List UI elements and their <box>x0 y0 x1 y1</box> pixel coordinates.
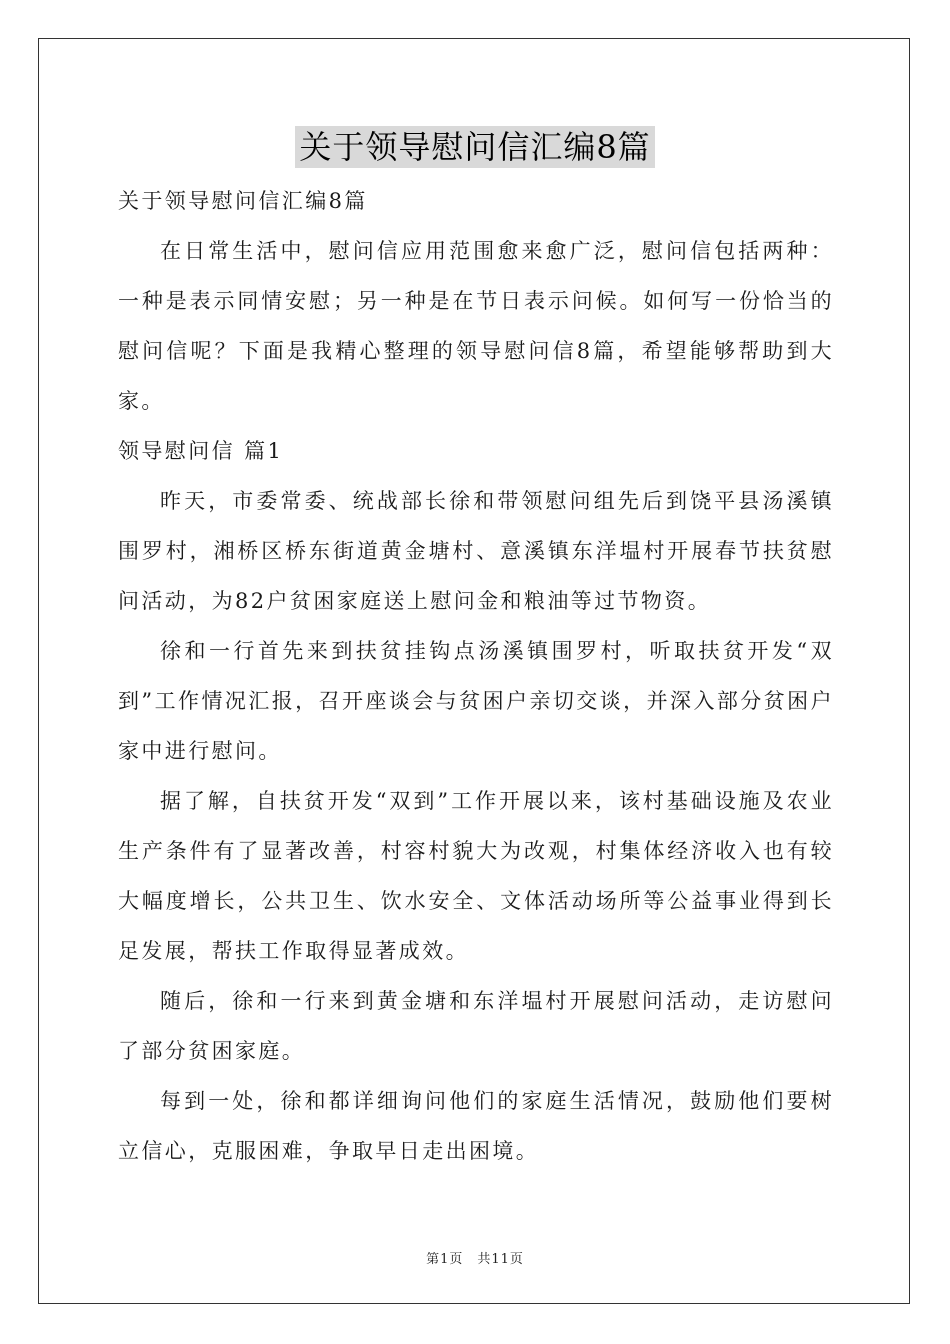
body-paragraph: 昨天，市委常委、统战部长徐和带领慰问组先后到饶平县汤溪镇围罗村，湘桥区桥东街道黄金塘村、意溪镇东洋塭村开展春节扶贫慰问活动，为82户贫困家庭送上慰问金和粮油等过节物资。 <box>118 489 834 613</box>
document-subtitle: 关于领导慰问信汇编8篇 <box>118 189 368 213</box>
document-title <box>0 126 950 168</box>
page-number: 第1页 共11页 <box>426 1252 524 1267</box>
body-paragraph: 据了解，自扶贫开发“双到”工作开展以来，该村基础设施及农业生产条件有了显著改善，村容村貌大为改观，村集体经济收入也有较大幅度增长，公共卫生、饮水安全、文体活动场所等公益事业得到长足发展，帮扶工作取得显著成效。 <box>118 789 834 963</box>
intro-paragraph: 在日常生活中，慰问信应用范围愈来愈广泛，慰问信包括两种：一种是表示同情安慰；另一种是在节日表示问候。如何写一份恰当的慰问信呢？下面是我精心整理的领导慰问信8篇，希望能够帮助到大家。 <box>118 239 834 413</box>
body-paragraph: 随后，徐和一行来到黄金塘和东洋塭村开展慰问活动，走访慰问了部分贫困家庭。 <box>118 989 834 1063</box>
document-body <box>118 176 834 1176</box>
page-footer <box>0 1248 950 1267</box>
body-paragraph: 每到一处，徐和都详细询问他们的家庭生活情况，鼓励他们要树立信心，克服困难，争取早日走出困境。 <box>118 1089 834 1163</box>
document-title-text: 关于领导慰问信汇编8篇 <box>295 126 654 168</box>
body-paragraph: 徐和一行首先来到扶贫挂钩点汤溪镇围罗村，听取扶贫开发“双到”工作情况汇报，召开座谈会与贫困户亲切交谈，并深入部分贫困户家中进行慰问。 <box>118 639 834 763</box>
section-heading: 领导慰问信 篇1 <box>118 439 284 463</box>
